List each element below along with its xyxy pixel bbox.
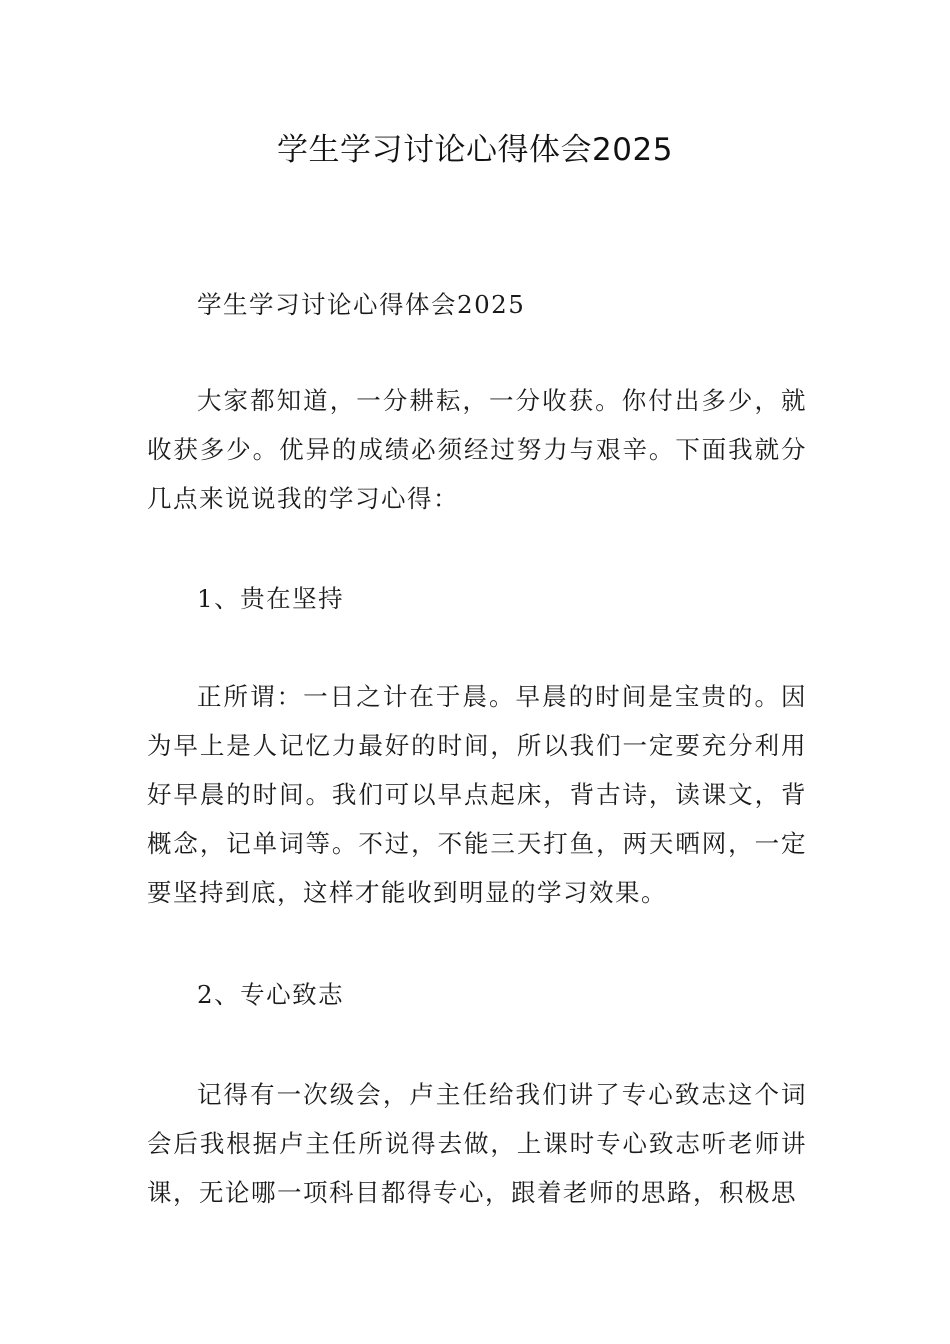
document-subtitle: 学生学习讨论心得体会2025 [197, 290, 526, 319]
document-title: 学生学习讨论心得体会2025 [277, 132, 673, 168]
section-paragraph-2: 记得有一次级会，卢主任给我们讲了专心致志这个词会后我根据卢主任所说得去做，上课时专心致志听老师讲课，无论哪一项科目都得专心，跟着老师的思路，积极思 [147, 1080, 807, 1207]
section-paragraph-1: 正所谓：一日之计在于晨。早晨的时间是宝贵的。因为早上是人记忆力最好的时间，所以我们一定要充分利用好早晨的时间。我们可以早点起床，背古诗，读课文，背概念，记单词等。不过，不能三天打鱼，两天晒网，一定要坚持到底，这样才能收到明显的学习效果。 [147, 682, 807, 907]
section-heading-2: 2、专心致志 [197, 980, 345, 1009]
intro-paragraph: 大家都知道，一分耕耘，一分收获。你付出多少，就收获多少。优异的成绩必须经过努力与艰辛。下面我就分几点来说说我的学习心得： [147, 386, 807, 513]
section-heading-1: 1、贵在坚持 [197, 584, 345, 613]
